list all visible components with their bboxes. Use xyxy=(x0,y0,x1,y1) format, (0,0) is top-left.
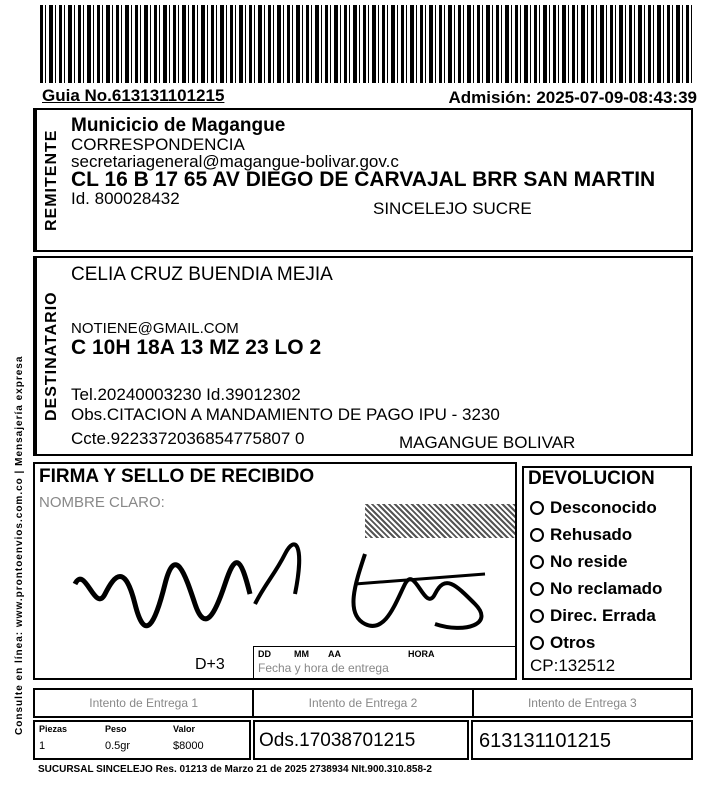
intento-3: Intento de Entrega 3 xyxy=(527,696,637,710)
destinatario-obs: Obs.CITACION A MANDAMIENTO DE PAGO IPU - 3230 xyxy=(71,405,500,424)
intentos-row xyxy=(33,688,693,718)
option-no-reside[interactable]: No reside xyxy=(530,548,662,575)
intento-1: Intento de Entrega 1 xyxy=(35,690,254,716)
date-col-hora: HORA xyxy=(408,649,435,659)
destinatario-name: CELIA CRUZ BUENDIA MEJIA xyxy=(71,264,333,285)
devolucion-title: DEVOLUCION xyxy=(528,468,655,489)
ods-box xyxy=(253,720,469,760)
firma-title: FIRMA Y SELLO DE RECIBIDO xyxy=(39,466,315,487)
remitente-box xyxy=(33,108,693,252)
date-label: Fecha y hora de entrega xyxy=(258,661,389,675)
devolucion-box xyxy=(522,466,692,680)
nombre-claro: NOMBRE CLARO: xyxy=(39,494,165,511)
remitente-type: CORRESPONDENCIA xyxy=(71,135,245,154)
destinatario-address: C 10H 18A 13 MZ 23 LO 2 xyxy=(71,336,322,359)
option-rehusado[interactable]: Rehusado xyxy=(530,521,662,548)
header-peso: Peso xyxy=(105,724,127,734)
option-direc-errada[interactable]: Direc. Errada xyxy=(530,602,662,629)
footer-text: SUCURSAL SINCELEJO Res. 01213 de Marzo 21 de 2025 2738934 NIt.900.310.858-2 xyxy=(38,764,432,775)
radio-circle-icon xyxy=(530,501,544,515)
side-consult-text: Consulte en línea: www.prontoenvios.com.co | Mensajería expresa xyxy=(14,355,25,735)
remitente-id: Id. 800028432 xyxy=(71,189,180,208)
option-no-reclamado[interactable]: No reclamado xyxy=(530,575,662,602)
cp-code: CP:132512 xyxy=(530,656,616,675)
header-valor: Valor xyxy=(173,724,196,734)
destinatario-city: MAGANGUE BOLIVAR xyxy=(399,433,576,452)
value-piezas: 1 xyxy=(39,740,46,752)
radio-circle-icon xyxy=(530,609,544,623)
guia-number-box xyxy=(471,720,693,760)
radio-circle-icon xyxy=(530,528,544,542)
radio-circle-icon xyxy=(530,636,544,650)
admision-date: Admisión: 2025-07-09-08:43:39 xyxy=(448,88,697,107)
destinatario-email: NOTIENE@GMAIL.COM xyxy=(71,320,239,337)
date-box xyxy=(253,646,516,679)
dias-label: D+3 xyxy=(195,656,225,673)
intento-2: Intento de Entrega 2 xyxy=(254,690,473,716)
date-col-mm: MM xyxy=(294,649,309,659)
signature-image xyxy=(55,524,505,654)
ods-number: Ods.17038701215 xyxy=(259,730,416,751)
radio-circle-icon xyxy=(530,582,544,596)
remitente-city: SINCELEJO SUCRE xyxy=(373,199,532,218)
guia-number: Guia No.613131101215 xyxy=(42,86,225,105)
value-peso: 0.5gr xyxy=(105,740,131,752)
remitente-email: secretariageneral@magangue-bolivar.gov.c xyxy=(71,152,399,171)
destinatario-label: DESTINATARIO xyxy=(35,258,67,454)
piezas-box xyxy=(33,720,251,760)
destinatario-ccte: Ccte.9223372036854775807 0 xyxy=(71,429,305,448)
date-col-aa: AA xyxy=(328,649,341,659)
option-desconocido[interactable]: Desconocido xyxy=(530,494,662,521)
guia-number-bottom: 613131101215 xyxy=(479,730,611,752)
destinatario-tel-id: Tel.20240003230 Id.39012302 xyxy=(71,385,301,404)
remitente-name: Municicio de Magangue xyxy=(71,115,286,136)
header-piezas: Piezas xyxy=(39,724,68,734)
remitente-label: REMITENTE xyxy=(35,110,67,250)
option-otros[interactable]: Otros xyxy=(530,629,662,656)
firma-box xyxy=(33,462,517,680)
value-valor: $8000 xyxy=(173,740,204,752)
destinatario-box xyxy=(33,256,693,456)
radio-circle-icon xyxy=(530,555,544,569)
barcode xyxy=(40,5,695,83)
remitente-address: CL 16 B 17 65 AV DIEGO DE CARVAJAL BRR SAN MARTIN xyxy=(71,168,656,191)
date-col-dd: DD xyxy=(258,649,271,659)
